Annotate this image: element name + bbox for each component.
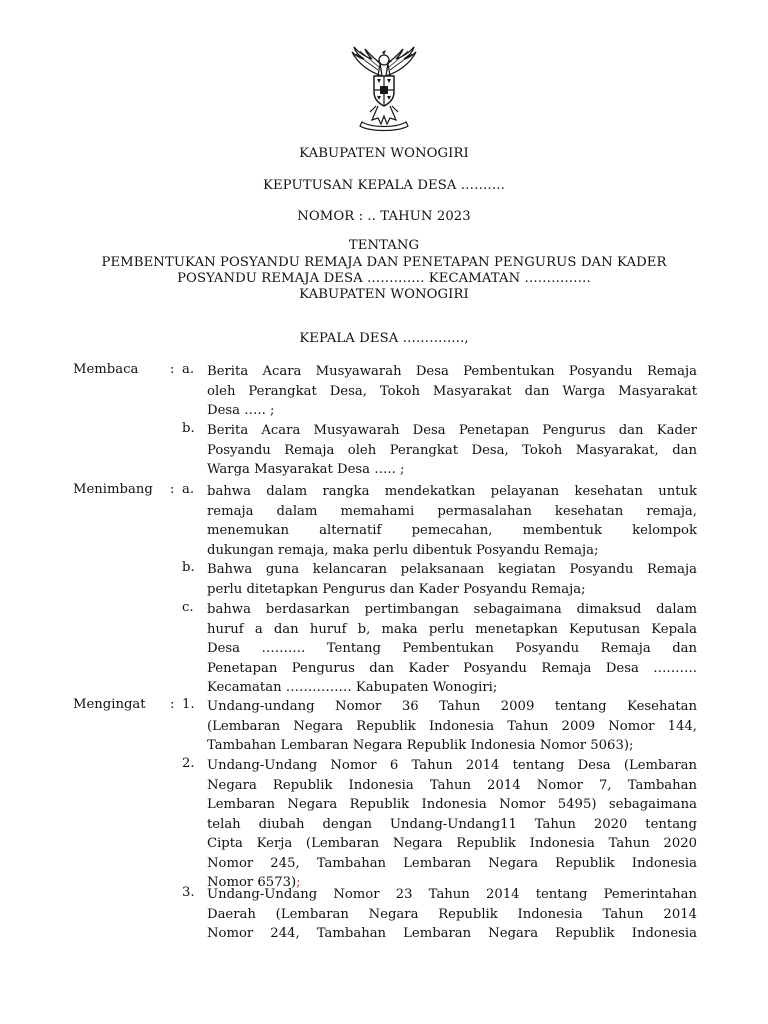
text-line: Tambahan Lembaran Negara Republik Indonesia Nomor 5063); bbox=[207, 738, 634, 753]
item-text bbox=[207, 482, 697, 560]
text-line: Desa ….. ; bbox=[207, 403, 275, 418]
text-line: dukungan remaja, maka perlu dibentuk Posyandu Remaja; bbox=[207, 542, 599, 558]
item-text bbox=[207, 421, 697, 480]
decree-number: NOMOR : .. TAHUN 2023 bbox=[297, 209, 471, 224]
text-line: Kecamatan …………… Kabupaten Wonogiri; bbox=[207, 680, 498, 695]
text-line: Desa ………. Tentang Pembentukan Posyandu Remaja dan bbox=[207, 641, 697, 656]
title-line-3: KABUPATEN WONOGIRI bbox=[299, 287, 469, 302]
section-label: Mengingat bbox=[73, 697, 146, 712]
text-line: (Lembaran Negara Republik Indonesia Tahun 2009 Nomor 144, bbox=[207, 718, 697, 734]
text-line: Posyandu Remaja oleh Perangkat Desa, Tokoh Masyarakat, dan bbox=[207, 442, 697, 458]
text-line: bahwa berdasarkan pertimbangan sebagaimana dimaksud dalam bbox=[207, 602, 697, 617]
text-line: bahwa dalam rangka mendekatkan pelayanan kesehatan untuk bbox=[207, 484, 697, 499]
item-marker: a. bbox=[182, 482, 195, 497]
text-line: Penetapan Pengurus dan Kader Posyandu Remaja Desa ………. bbox=[207, 660, 697, 676]
item-marker: b. bbox=[182, 560, 195, 575]
text-line: Undang-Undang Nomor 23 Tahun 2014 tentang Pemerintahan bbox=[207, 887, 697, 902]
red-semicolon: ; bbox=[296, 875, 301, 890]
text-line: Lembaran Negara Republik Indonesia Nomor 5495) sebagaimana bbox=[207, 797, 697, 812]
item-marker: c. bbox=[182, 600, 194, 615]
text-line: Berita Acara Musyawarah Desa Penetapan Pengurus dan Kader bbox=[207, 423, 697, 438]
item-text bbox=[207, 885, 697, 944]
section-colon: : bbox=[170, 482, 175, 497]
about-heading: TENTANG bbox=[348, 238, 420, 253]
text-line: remaja dalam memahami permasalahan kesehatan remaja, bbox=[207, 503, 697, 519]
section-colon: : bbox=[170, 362, 175, 377]
garuda-pancasila-emblem-icon bbox=[348, 46, 420, 134]
item-text bbox=[207, 600, 697, 698]
text-line: perlu ditetapkan Pengurus dan Kader Posyandu Remaja; bbox=[207, 581, 586, 597]
item-text bbox=[207, 756, 697, 893]
text-line: Nomor 245, Tambahan Lembaran Negara Republik Indonesia bbox=[207, 855, 697, 871]
text-line: Daerah (Lembaran Negara Republik Indonesia Tahun 2014 bbox=[207, 906, 697, 922]
text-line: Negara Republik Indonesia Tahun 2014 Nomor 7, Tambahan bbox=[207, 777, 697, 793]
text-line: Undang-undang Nomor 36 Tahun 2009 tentang Kesehatan bbox=[207, 699, 697, 714]
text-line: Nomor 6573) bbox=[207, 875, 297, 890]
section-colon: : bbox=[170, 697, 175, 712]
text-line: Bahwa guna kelancaran pelaksanaan kegiatan Posyandu Remaja bbox=[207, 562, 697, 577]
regency-heading: KABUPATEN WONOGIRI bbox=[299, 146, 469, 161]
text-line: Warga Masyarakat Desa ….. ; bbox=[207, 462, 405, 477]
title-line-2: POSYANDU REMAJA DESA …………. KECAMATAN …………… bbox=[177, 271, 591, 286]
item-marker: 3. bbox=[182, 885, 195, 900]
text-line: huruf a dan huruf b, maka perlu menetapkan Keputusan Kepala bbox=[207, 621, 697, 637]
text-line: telah diubah dengan Undang-Undang11 Tahun 2020 tentang bbox=[207, 816, 697, 832]
item-text bbox=[207, 697, 697, 756]
text-line: Nomor 244, Tambahan Lembaran Negara Republik Indonesia bbox=[207, 926, 697, 941]
decree-heading: KEPUTUSAN KEPALA DESA ………. bbox=[263, 178, 505, 193]
text-line: Cipta Kerja (Lembaran Negara Republik Indonesia Tahun 2020 bbox=[207, 836, 697, 851]
item-marker: a. bbox=[182, 362, 195, 377]
section-label: Membaca bbox=[73, 362, 139, 377]
section-label: Menimbang bbox=[73, 482, 153, 497]
text-line: Berita Acara Musyawarah Desa Pembentukan Posyandu Remaja bbox=[207, 364, 697, 379]
issuer-heading: KEPALA DESA ………….., bbox=[299, 331, 469, 346]
text-line: Undang-Undang Nomor 6 Tahun 2014 tentang Desa (Lembaran bbox=[207, 758, 697, 773]
item-marker: b. bbox=[182, 421, 195, 436]
item-text bbox=[207, 362, 697, 421]
title-line-1: PEMBENTUKAN POSYANDU REMAJA DAN PENETAPAN PENGURUS DAN KADER bbox=[101, 255, 667, 270]
item-marker: 1. bbox=[182, 697, 195, 712]
text-line: menemukan alternatif pemecahan, membentuk kelompok bbox=[207, 523, 697, 538]
item-text bbox=[207, 560, 697, 599]
item-marker: 2. bbox=[182, 756, 195, 771]
text-line: oleh Perangkat Desa, Tokoh Masyarakat dan Warga Masyarakat bbox=[207, 383, 697, 399]
